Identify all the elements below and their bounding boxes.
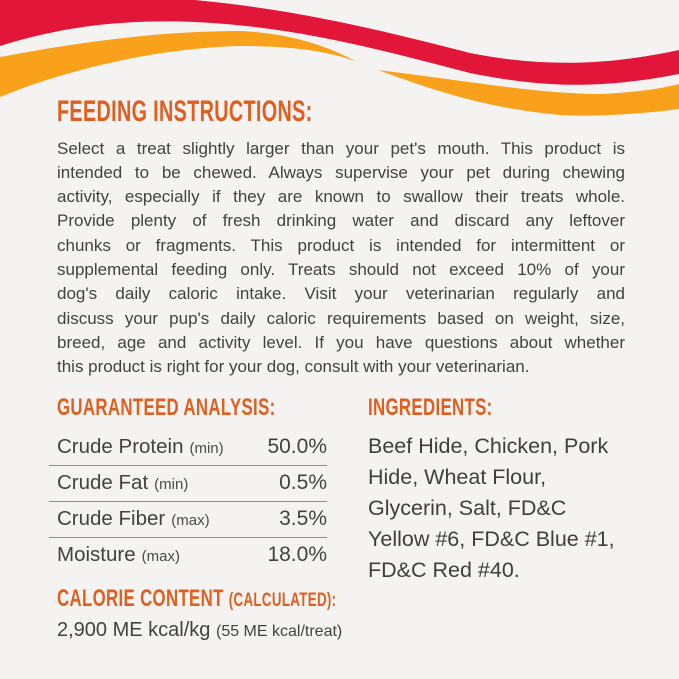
table-row: [49, 502, 327, 538]
feeding-line: Select a treat slightly larger than your pet's mouth. This product is: [57, 138, 625, 158]
ingredients-line: Beef Hide, Chicken, Pork: [368, 433, 609, 458]
calorie-heading-main: CALORIE CONTENT: [57, 584, 224, 612]
analysis-label: Crude Protein: [57, 434, 184, 458]
analysis-value: 18.0%: [267, 542, 327, 566]
table-row: [49, 538, 327, 573]
feeding-line: intended to be chewed. Always supervise your pet during chewing: [57, 162, 625, 182]
ingredients-column: [368, 395, 648, 585]
analysis-qualifier: (min): [189, 439, 224, 457]
calorie-value-main: 2,900 ME kcal/kg: [57, 618, 211, 641]
analysis-column: [57, 395, 347, 641]
analysis-value: 50.0%: [267, 434, 327, 458]
ingredients-heading: INGREDIENTS:: [368, 394, 493, 422]
table-row: [49, 466, 327, 502]
calorie-content-heading: [57, 586, 336, 611]
lower-columns: [57, 394, 625, 641]
feeding-line: this product is right for your dog, consult with your veterinarian.: [57, 357, 530, 377]
analysis-value: 3.5%: [279, 506, 327, 530]
feeding-instructions-heading: FEEDING INSTRUCTIONS:: [57, 95, 313, 128]
feeding-line: breed, age and activity level. If you have questions about whether: [57, 332, 625, 352]
feeding-line: Provide plenty of fresh drinking water and discard any leftover: [57, 211, 625, 231]
analysis-label: Crude Fat: [57, 470, 149, 494]
analysis-qualifier: (max): [141, 547, 180, 565]
feeding-line: activity, especially if they are known to swallow their treats whole.: [57, 187, 625, 207]
ingredients-line: Glycerin, Salt, FD&C: [368, 495, 567, 520]
feeding-instructions-text: [57, 137, 625, 380]
ingredients-text: [368, 431, 648, 586]
feeding-line: dog's daily caloric intake. Visit your veterinarian regularly and: [57, 284, 625, 304]
calorie-heading-suffix: (CALCULATED):: [228, 589, 337, 611]
feeding-line: discuss your pup's daily caloric requirements based on weight, size,: [57, 308, 625, 328]
analysis-qualifier: (min): [154, 475, 189, 493]
analysis-qualifier: (max): [171, 511, 210, 529]
label-content: [57, 95, 625, 641]
ingredients-line: Yellow #6, FD&C Blue #1,: [368, 526, 615, 551]
ingredients-line: Hide, Wheat Flour,: [368, 464, 547, 489]
guaranteed-analysis-heading: GUARANTEED ANALYSIS:: [57, 394, 276, 422]
analysis-label: Crude Fiber: [57, 506, 166, 530]
table-row: [49, 430, 327, 466]
feeding-line: chunks or fragments. This product is intended for intermittent or: [57, 235, 625, 255]
calorie-value: [57, 619, 347, 642]
analysis-value: 0.5%: [279, 470, 327, 494]
feeding-line: supplemental feeding only. Treats should not exceed 10% of your: [57, 259, 625, 279]
ingredients-line: FD&C Red #40.: [368, 557, 520, 582]
calorie-value-note: (55 ME kcal/treat): [215, 622, 343, 640]
orange-swoosh-left: [0, 31, 357, 97]
analysis-label: Moisture: [57, 542, 136, 566]
guaranteed-analysis-table: [49, 430, 327, 573]
